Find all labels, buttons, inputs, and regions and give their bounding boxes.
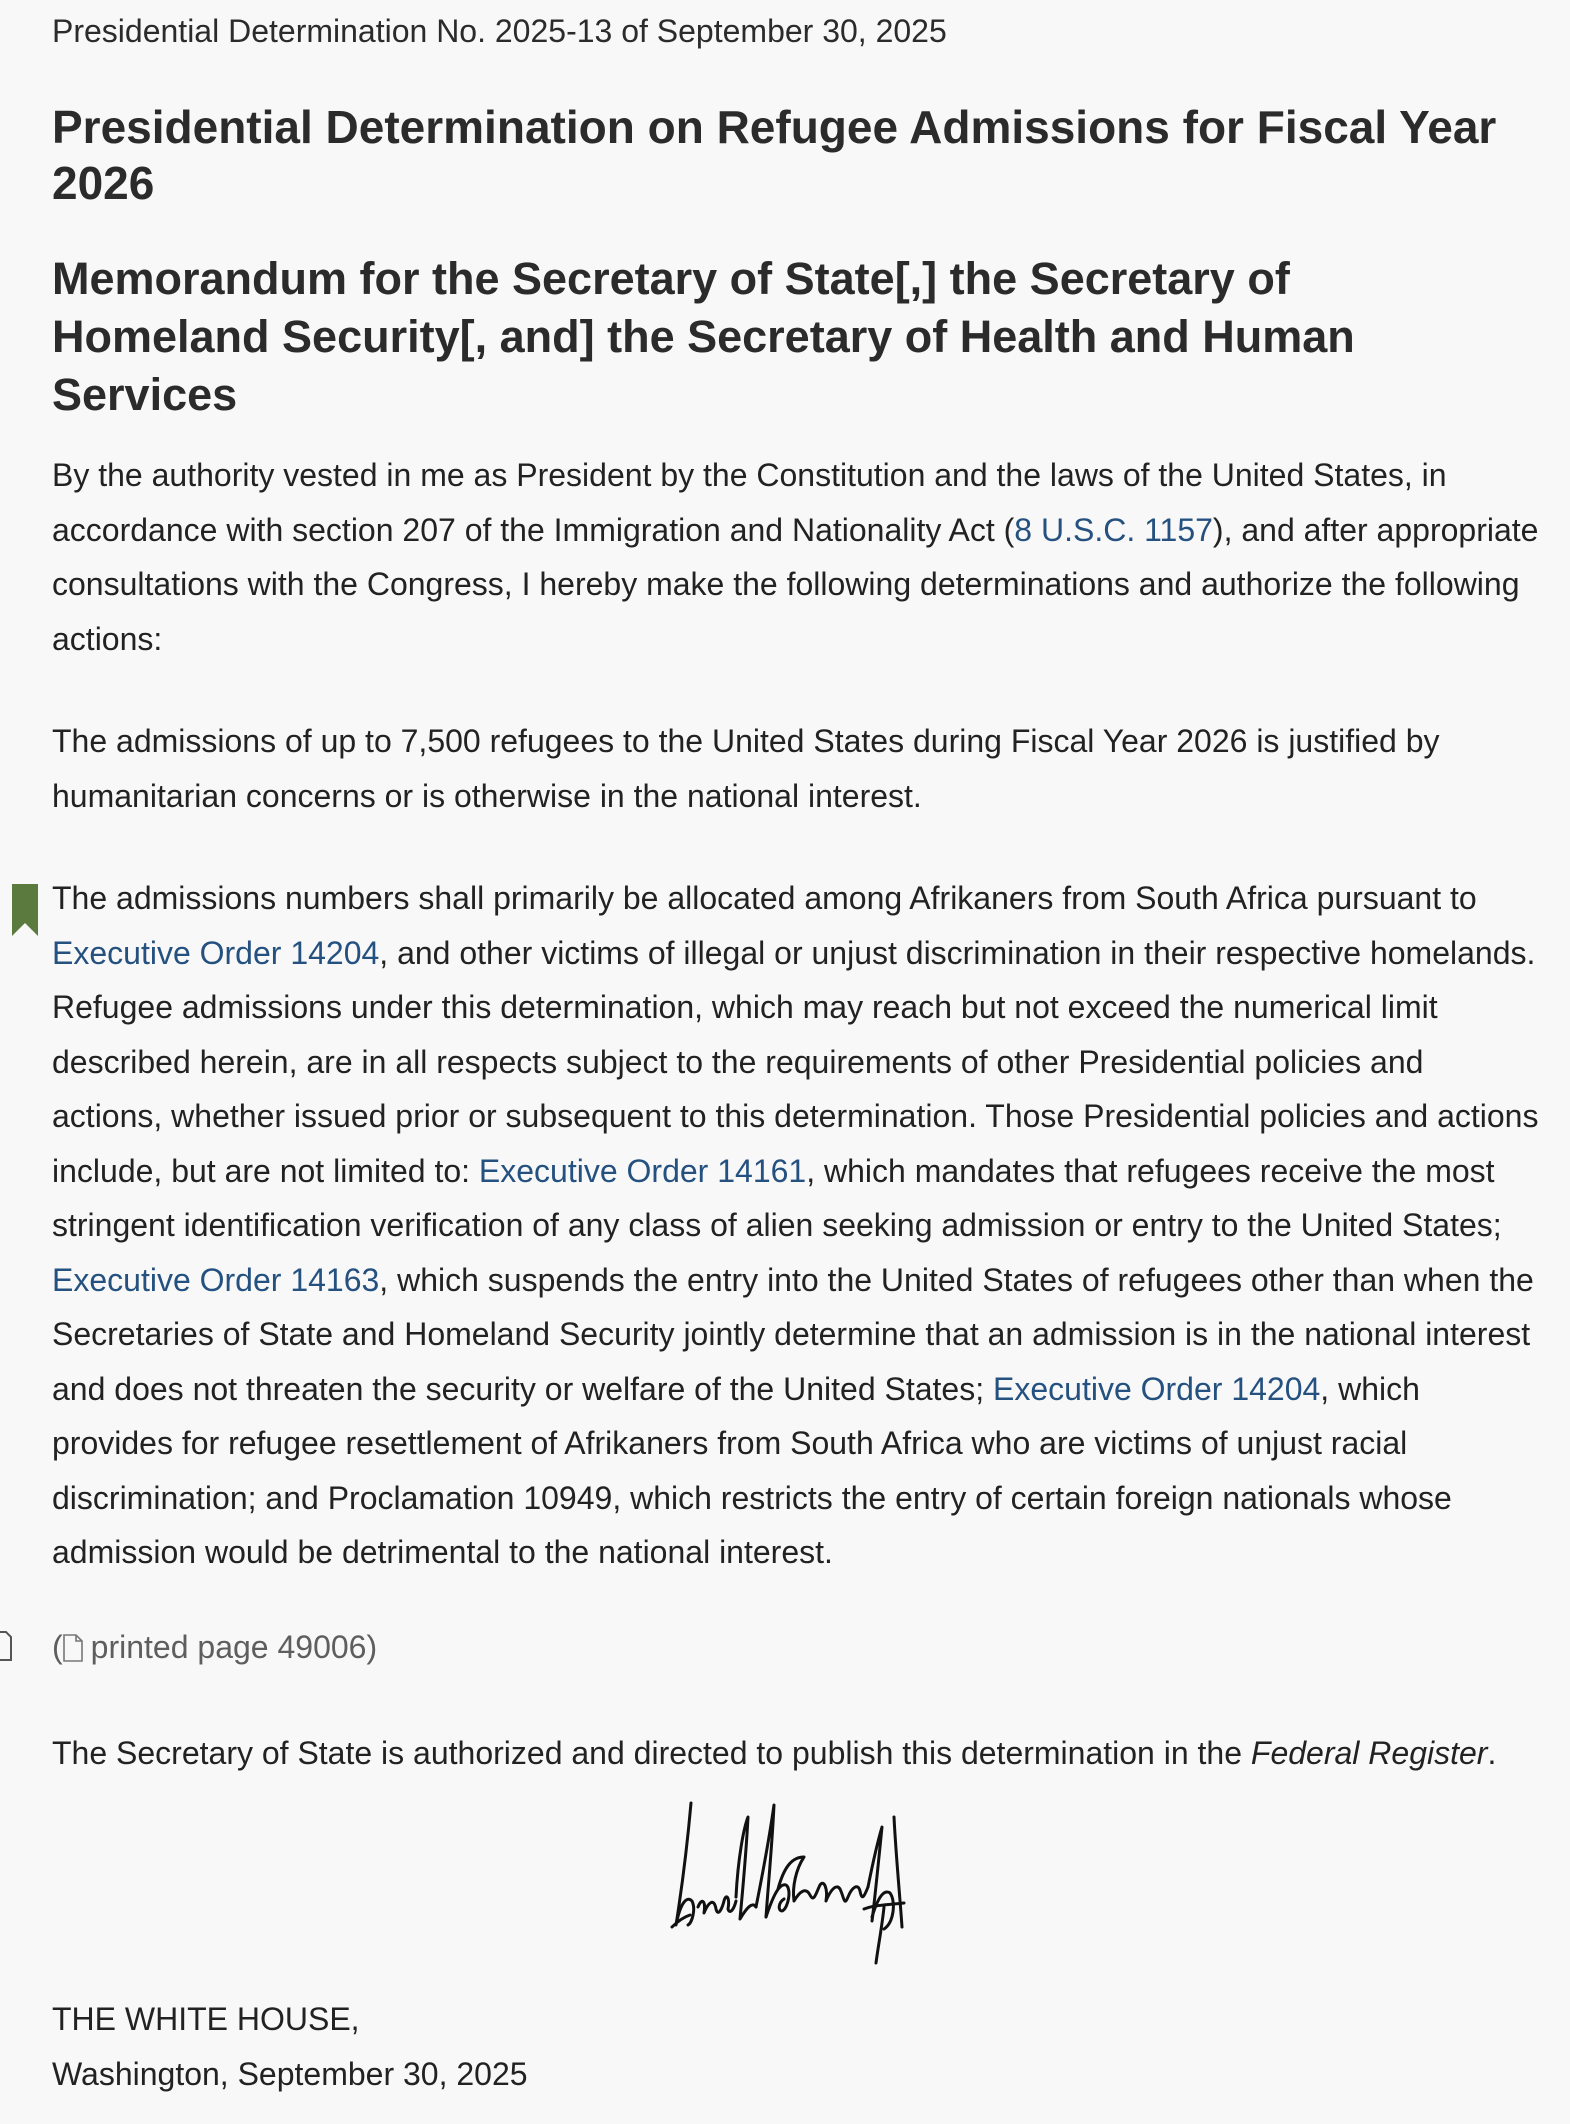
text: . bbox=[1487, 1734, 1497, 1771]
memo-heading: Memorandum for the Secretary of State[,] the Secretary of Homeland Security[, and] the Secretary of Health and Human Services bbox=[52, 253, 1355, 420]
text: ( bbox=[52, 1628, 63, 1665]
eo-14163-link[interactable]: Executive Order 14163 bbox=[52, 1261, 380, 1298]
printed-page-marker bbox=[52, 1623, 1532, 1671]
text: ), and after appropriate consultations with the Congress, I hereby make the following determinations and authorize the following actions: bbox=[52, 511, 1539, 657]
text: , and other victims of illegal or unjust discrimination in their respective homelands. Refugee admissions under this determination, which may reach but not exceed the numerical limit described herein, are in all respects subject to the requirements of other Presidential policies and actions, whether issued prior or subsequent to this determination. Those Presidential policies and actions include, but are not limited to: bbox=[52, 934, 1539, 1189]
document-title: Presidential Determination on Refugee Admissions for Fiscal Year 2026 bbox=[52, 101, 1497, 209]
text: , which mandates that refugees receive the most stringent identification verification of any class of alien seeking admission or entry to the United States; bbox=[52, 1152, 1502, 1243]
closing-date: Washington, September 30, 2025 bbox=[52, 2055, 528, 2092]
text: ) bbox=[366, 1628, 378, 1665]
paragraph-allocation bbox=[52, 871, 1542, 1580]
page-icon bbox=[63, 1634, 83, 1662]
text: , which provides for refugee resettlement of Afrikaners from South Africa who are victims of unjust racial discrimination; and Proclamation 10949, which restricts the entry of certain foreign nationals whose admission would be detrimental to the national interest. bbox=[52, 1370, 1452, 1570]
signature-image bbox=[668, 1797, 914, 1967]
paragraph-publication bbox=[52, 1726, 1542, 1781]
determination-number: Presidential Determination No. 2025-13 of September 30, 2025 bbox=[52, 13, 947, 49]
usc-1157-link[interactable]: 8 U.S.C. 1157 bbox=[1014, 511, 1213, 548]
paragraph-authority bbox=[52, 448, 1542, 666]
paragraph-admissions-ceiling: The admissions of up to 7,500 refugees to the United States during Fiscal Year 2026 is justified by humanitarian concerns or is otherwise in the national interest. bbox=[52, 723, 1440, 814]
text: By the authority vested in me as President by the Constitution and the laws of the United States, in accordance with section 207 of the Immigration and Nationality Act ( bbox=[52, 457, 1447, 548]
text: The Secretary of State is authorized and directed to publish this determination in the bbox=[52, 1734, 1251, 1771]
closing-block bbox=[52, 1992, 528, 2101]
text: The admissions numbers shall primarily be allocated among Afrikaners from South Africa pursuant to bbox=[52, 880, 1477, 916]
eo-14204-link[interactable]: Executive Order 14204 bbox=[993, 1370, 1321, 1407]
text: , which suspends the entry into the United States of refugees other than when the Secretaries of State and Homeland Security jointly determine that an admission is in the national interest and does not threaten the security or welfare of the United States; bbox=[52, 1261, 1534, 1407]
bookmark-icon[interactable] bbox=[12, 884, 38, 936]
page-icon[interactable] bbox=[0, 1631, 12, 1661]
eo-14161-link[interactable]: Executive Order 14161 bbox=[478, 1152, 807, 1189]
document bbox=[52, 0, 1539, 1780]
closing-location: THE WHITE HOUSE, bbox=[52, 2001, 360, 2037]
printed-page-label: printed page 49006 bbox=[90, 1628, 367, 1665]
publication-name: Federal Register bbox=[1250, 1734, 1488, 1771]
eo-14204-link[interactable]: Executive Order 14204 bbox=[52, 934, 380, 971]
